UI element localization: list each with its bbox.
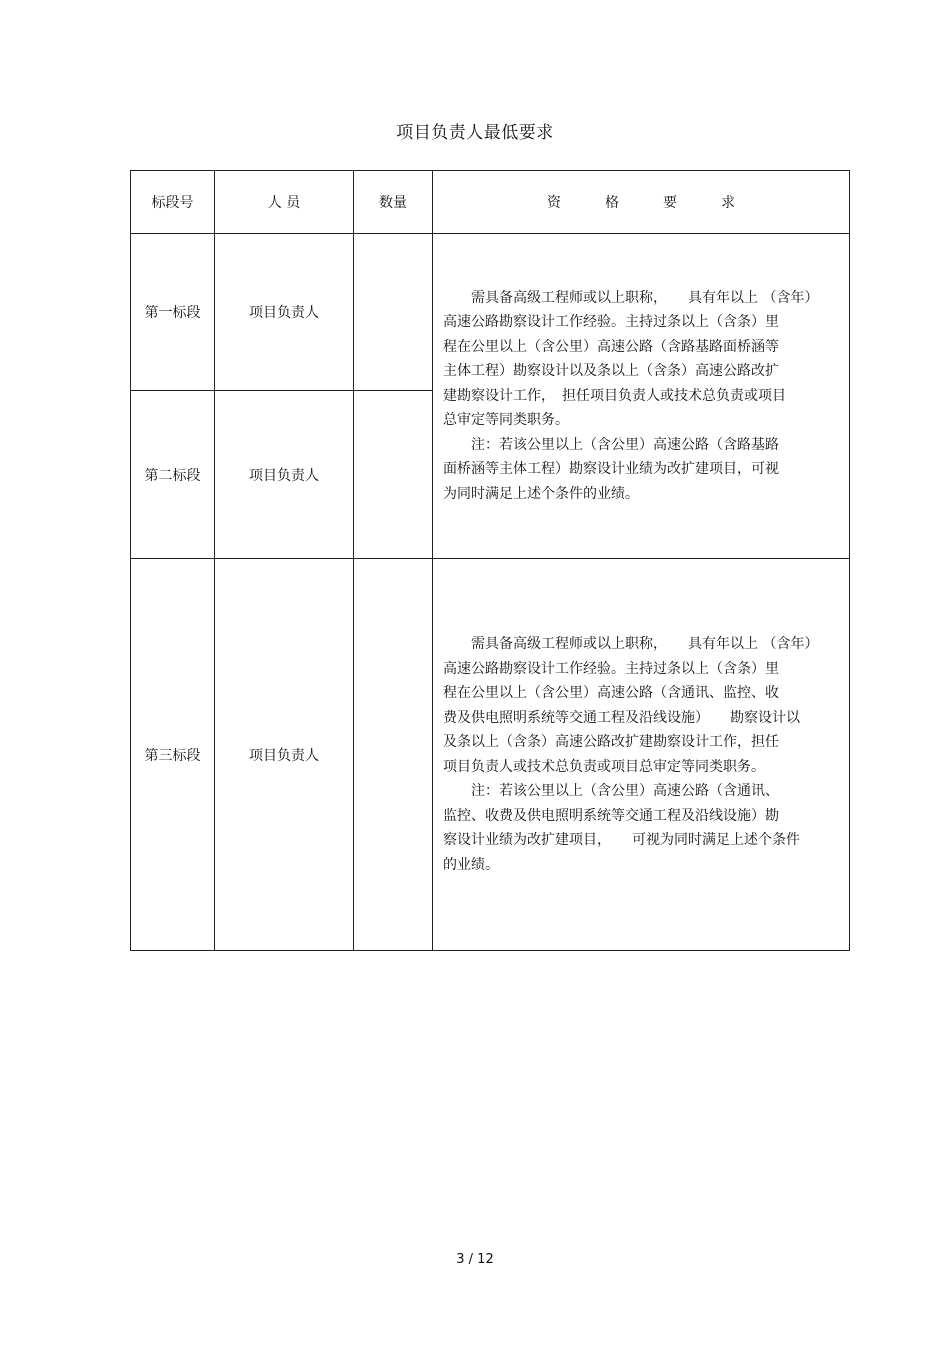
header-quantity: 数量 <box>354 171 433 234</box>
requirement-line: 建勘察设计工作， 担任项目负责人或技术总负责或项目 <box>443 387 786 404</box>
requirement-line: 费及供电照明系统等交通工程及沿线设施） 勘察设计以 <box>443 709 800 726</box>
personnel-cell: 项目负责人 <box>215 234 354 391</box>
table-row <box>131 559 850 951</box>
requirement-line: 及条以上（含条）高速公路改扩建勘察设计工作，担任 <box>443 734 779 750</box>
requirements-table <box>130 170 850 951</box>
header-personnel: 人 员 <box>215 171 354 234</box>
quantity-cell <box>354 559 433 951</box>
requirement-line: 高速公路勘察设计工作经验。主持过条以上（含条）里 <box>443 660 779 677</box>
header-requirement <box>433 171 850 234</box>
note-line: 注：若该公里以上（含公里）高速公路（含通讯、 <box>471 783 779 799</box>
requirement-line: 高速公路勘察设计工作经验。主持过条以上（含条）里 <box>443 314 779 331</box>
requirement-cell-group1 <box>433 234 850 559</box>
requirement-line: 程在公里以上（含公里）高速公路（含通讯、监控、收 <box>443 685 779 701</box>
note-line: 察设计业绩为改扩建项目， 可视为同时满足上述个条件 <box>443 832 800 848</box>
header-requirement-char: 求 <box>721 195 735 211</box>
quantity-cell <box>354 391 433 559</box>
table-row <box>131 234 850 391</box>
header-section: 标段号 <box>131 171 215 234</box>
page-title: 项目负责人最低要求 <box>396 123 554 143</box>
section-cell: 第一标段 <box>131 234 215 391</box>
requirement-cell-group2 <box>433 559 850 951</box>
requirement-line: 需具备高级工程师或以上职称， 具有年以上 （含年） <box>471 289 819 306</box>
quantity-cell <box>354 234 433 391</box>
note-line: 注：若该公里以上（含公里）高速公路（含路基路 <box>471 436 779 453</box>
note-line: 为同时满足上述个条件的业绩。 <box>443 485 639 502</box>
requirement-line: 总审定等同类职务。 <box>443 412 569 429</box>
requirement-line: 程在公里以上（含公里）高速公路（含路基路面桥涵等 <box>443 338 779 355</box>
note-line: 面桥涵等主体工程）勘察设计业绩为改扩建项目，可视 <box>443 461 779 478</box>
requirement-line: 项目负责人或技术总负责或项目总审定等同类职务。 <box>443 758 765 775</box>
personnel-cell: 项目负责人 <box>215 559 354 951</box>
personnel-cell: 项目负责人 <box>215 391 354 559</box>
header-requirement-char: 资 <box>547 195 561 211</box>
section-cell: 第二标段 <box>131 391 215 559</box>
section-cell: 第三标段 <box>131 559 215 951</box>
header-requirement-char: 要 <box>663 195 677 211</box>
note-line: 监控、收费及供电照明系统等交通工程及沿线设施）勘 <box>443 807 779 824</box>
requirement-line: 需具备高级工程师或以上职称， 具有年以上 （含年） <box>471 636 819 652</box>
requirement-line: 主体工程）勘察设计以及条以上（含条）高速公路改扩 <box>443 363 779 380</box>
page-number: 3 / 12 <box>456 1252 494 1267</box>
header-requirement-char: 格 <box>605 195 619 211</box>
note-line: 的业绩。 <box>443 856 499 873</box>
table-header-row <box>131 171 850 234</box>
